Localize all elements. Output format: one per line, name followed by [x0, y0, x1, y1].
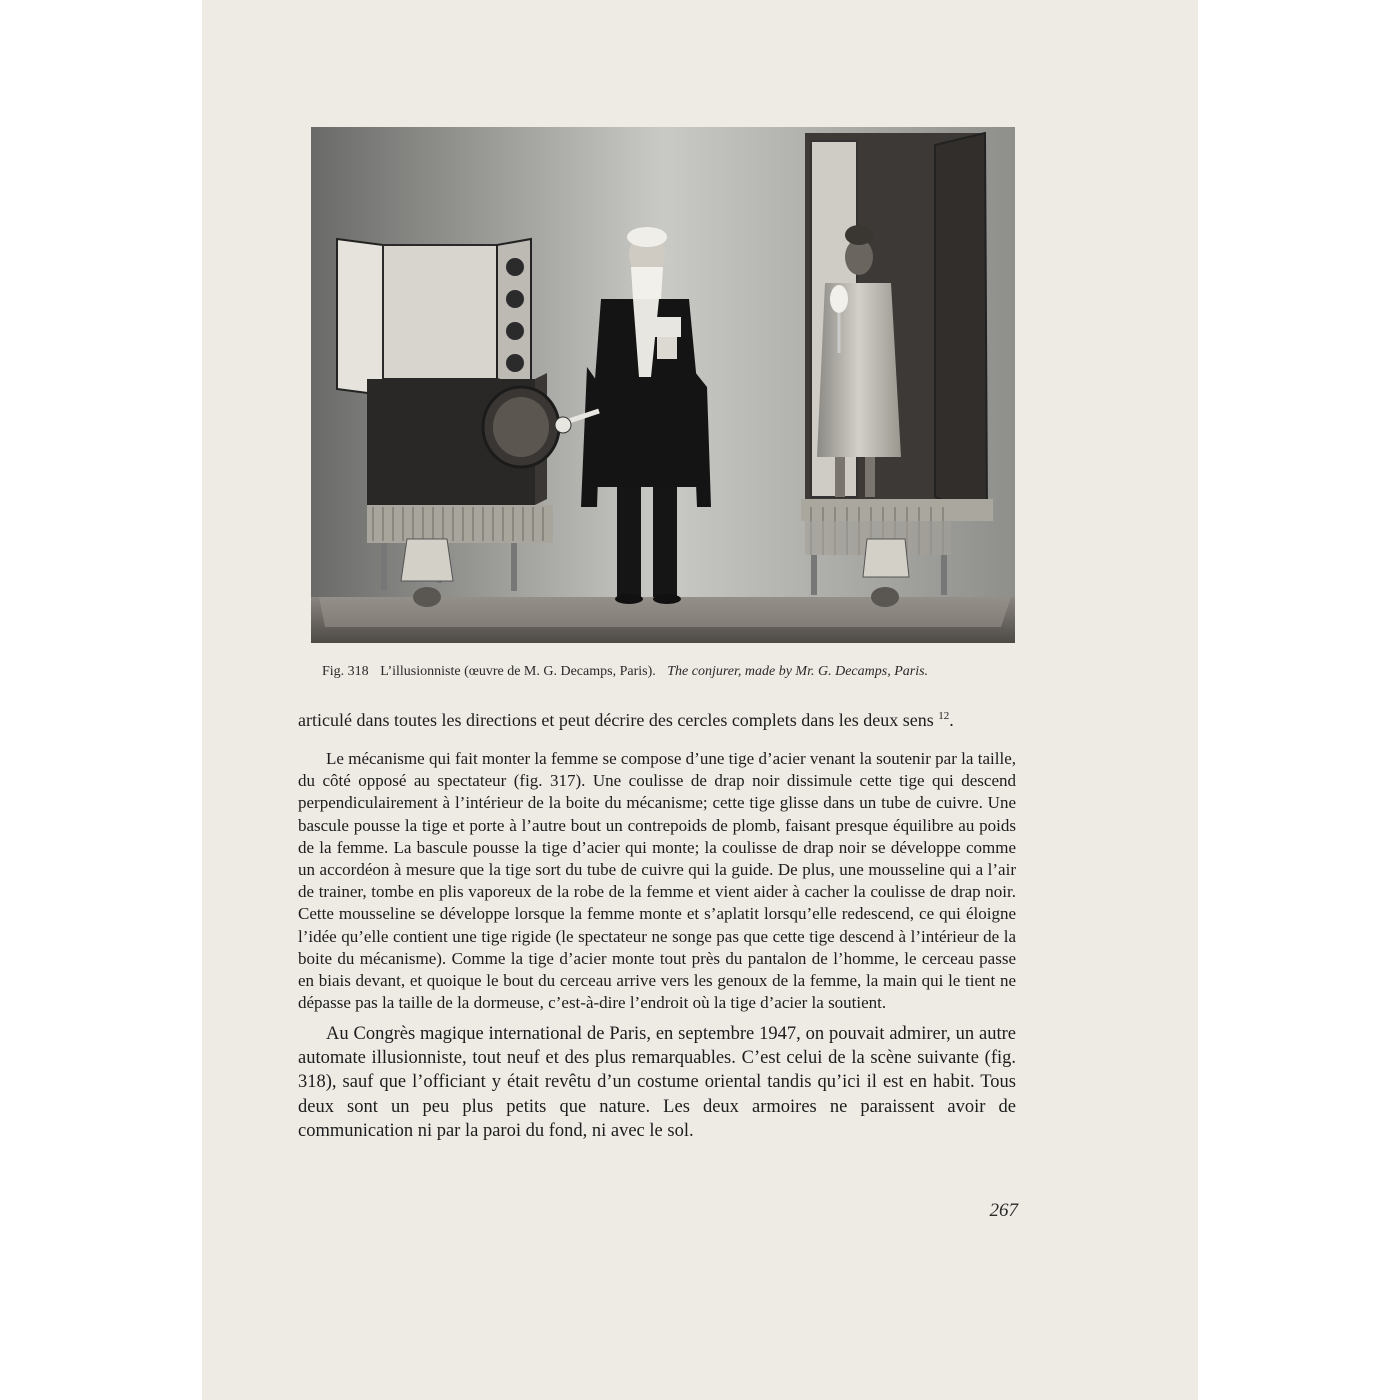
paragraph-congress: Au Congrès magique international de Paris, en septembre 1947, on pouvait admirer, un autre automate illusionniste, tout neuf et des plus remarquables. C’est celui de la scène suivante (fig. 318), sauf que l’officiant y était revêtu d’un costume oriental tandis qu’ici il est en habit. Tous deux sont un peu plus petits que nature. Les deux armoires ne paraissent avoir de communication ni par la paroi du fond, ni avec le sol. [298, 1024, 1016, 1141]
caption-french: L’illusionniste (œuvre de M. G. Decamps, Paris). [380, 664, 656, 679]
caption-english: The conjurer, made by Mr. G. Decamps, Paris. [667, 664, 929, 679]
conjurer-automaton-photo [311, 127, 1015, 643]
paragraph-continuation-text: articulé dans toutes les directions et peut décrire des cercles complets dans les deux sens [298, 710, 934, 730]
footnote-ref: 12 [938, 710, 950, 722]
figure-caption [322, 664, 1022, 680]
figure-number: Fig. 318 [322, 664, 369, 679]
figure-photo [311, 127, 1015, 643]
book-page [202, 0, 1198, 1400]
paragraph-mechanism: Le mécanisme qui fait monter la femme se compose d’une tige d’acier venant la soutenir par la taille, du côté opposé au spectateur (fig. 317). Une coulisse de drap noir dissimule cette tige qui descend perpendiculairement à l’intérieur de la boite du mécanisme; cette tige glisse dans un tube de cuivre. Une bascule pousse la tige et porte à l’autre bout un contrepoids de plomb, faisant presque équilibre au poids de la femme. La bascule pousse la tige d’acier qui monte; la coulisse de drap noir se développe comme un accordéon à mesure que la tige sort du tube de cuivre qui la guide. De plus, une mousseline qui a l’air de trainer, tombe en plis vaporeux de la robe de la femme et vient aider à cacher la coulisse de drap noir. Cette mousseline se développe lorsque la femme monte et s’aplatit lorsqu’elle redescend, ce qui éloigne l’idée qu’elle contient une tige rigide (le spectateur ne songe pas que cette tige descend à l’intérieur de la boite du mécanisme). Comme la tige d’acier monte tout près du pantalon de l’homme, le cerceau passe en biais devant, et quoique le bout du cerceau arrive vers les genoux de la femme, la main qui le tient ne dépasse pas la taille de la dormeuse, c’est-à-dire l’endroit où la tige d’acier la soutient. [298, 749, 1016, 1013]
page-number: 267 [989, 1200, 1018, 1221]
paragraph-continuation: articulé dans toutes les directions et peut décrire des cercles complets dans les deux sens $^{12}$. [298, 710, 954, 730]
